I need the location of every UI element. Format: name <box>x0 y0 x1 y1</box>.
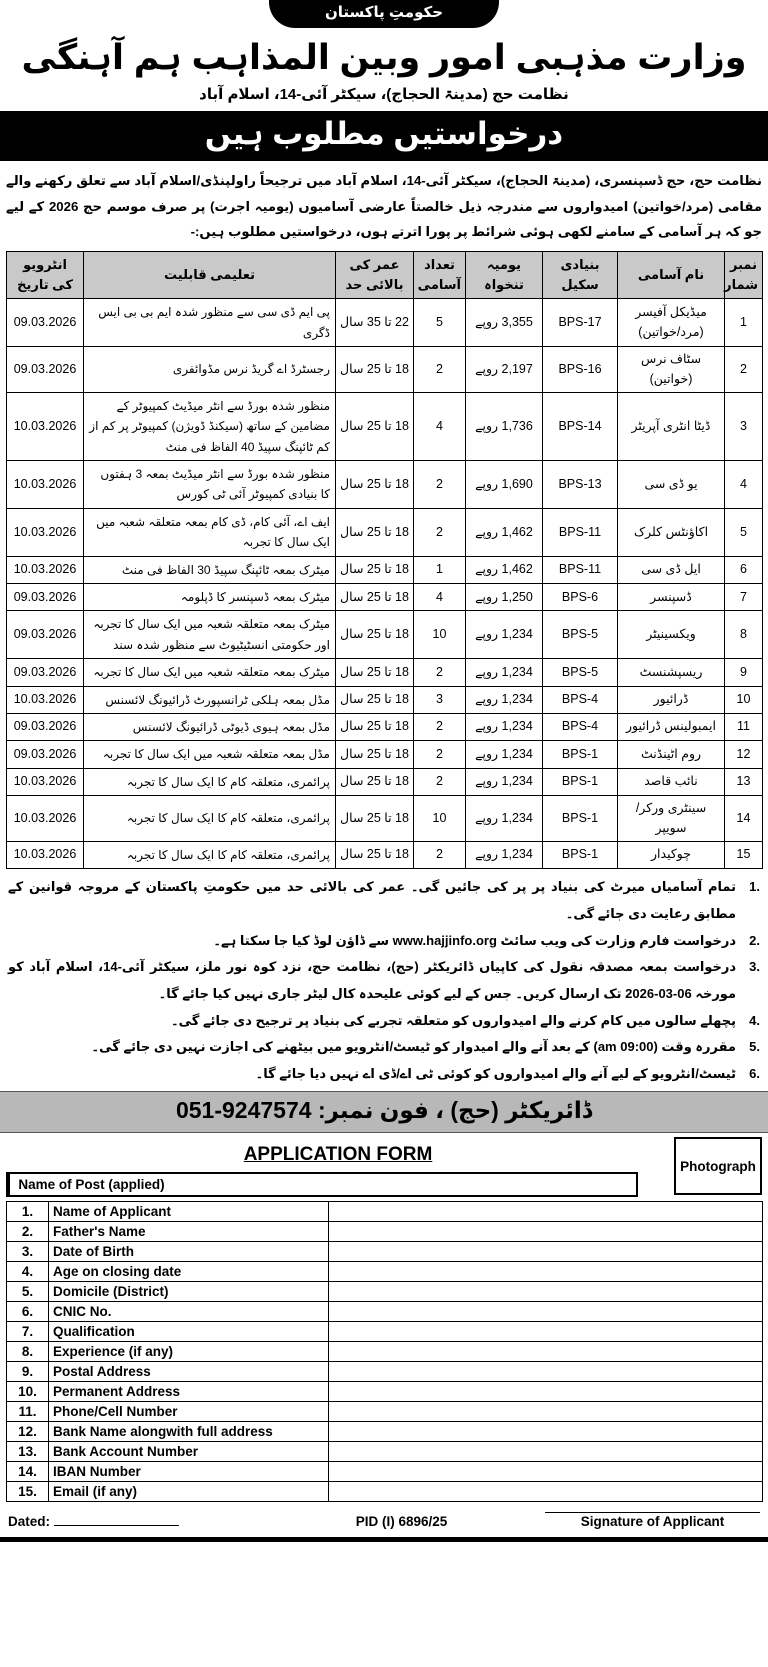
field-input[interactable] <box>329 1242 763 1262</box>
form-field-row <box>7 1242 763 1262</box>
field-number: 10. <box>7 1382 49 1402</box>
row-daily-pay: 1,234 روپے <box>466 841 543 868</box>
field-input[interactable] <box>329 1302 763 1322</box>
field-number: 15. <box>7 1482 49 1502</box>
row-serial: 13 <box>725 768 763 795</box>
row-daily-pay: 1,736 روپے <box>466 392 543 460</box>
header-count: تعداد آسامی <box>414 252 466 299</box>
field-number: 5. <box>7 1282 49 1302</box>
header-post: نام آسامی <box>618 252 725 299</box>
intro-paragraph <box>0 161 768 251</box>
field-label: Permanent Address <box>49 1382 329 1402</box>
row-age-limit: 22 تا 35 سال <box>336 299 414 347</box>
header-pay: یومیہ تنخواہ <box>466 252 543 299</box>
form-field-row <box>7 1322 763 1342</box>
field-number: 11. <box>7 1402 49 1422</box>
field-input[interactable] <box>329 1382 763 1402</box>
row-post-count: 2 <box>414 659 466 686</box>
note-text: ٹیسٹ/انٹرویو کے لیے آنے والے امیدواروں کو کوئی ٹی اے/ڈی اے نہیں دیا جائے گا۔ <box>255 1065 736 1081</box>
row-age-limit: 18 تا 25 سال <box>336 584 414 611</box>
note-number: .4 <box>749 1012 760 1028</box>
form-field-row <box>7 1342 763 1362</box>
row-qualification: ایف اے، آئی کام، ڈی کام بمعہ متعلقہ شعبہ میں ایک سال کا تجربہ <box>84 508 336 556</box>
form-field-row <box>7 1442 763 1462</box>
field-number: 14. <box>7 1462 49 1482</box>
field-label: Phone/Cell Number <box>49 1402 329 1422</box>
row-interview-date: 10.03.2026 <box>7 796 84 842</box>
row-age-limit: 18 تا 25 سال <box>336 508 414 556</box>
row-post-name: یو ڈی سی <box>618 461 725 509</box>
field-label: Qualification <box>49 1322 329 1342</box>
form-footer <box>0 1502 768 1533</box>
row-bps-scale: BPS-5 <box>543 611 618 659</box>
row-post-count: 1 <box>414 556 466 583</box>
note-item <box>8 874 760 927</box>
table-row <box>7 713 763 740</box>
form-field-row <box>7 1402 763 1422</box>
row-serial: 11 <box>725 713 763 740</box>
row-qualification: مڈل بمعہ ہیوی ڈیوٹی ڈرائیونگ لائسنس <box>84 713 336 740</box>
table-row <box>7 461 763 509</box>
signature-label: Signature of Applicant <box>545 1512 760 1529</box>
row-post-name: سینٹری ورکر/سویپر <box>618 796 725 842</box>
field-input[interactable] <box>329 1282 763 1302</box>
row-serial: 12 <box>725 741 763 768</box>
row-age-limit: 18 تا 25 سال <box>336 556 414 583</box>
row-interview-date: 10.03.2026 <box>7 461 84 509</box>
row-post-name: ڈیٹا انٹری آپریٹر <box>618 392 725 460</box>
form-field-row <box>7 1362 763 1382</box>
bottom-rule <box>0 1537 768 1542</box>
row-age-limit: 18 تا 25 سال <box>336 796 414 842</box>
note-item <box>8 954 760 1007</box>
row-post-name: نائب قاصد <box>618 768 725 795</box>
table-row <box>7 611 763 659</box>
director-phone: 051-9247574 <box>175 1097 312 1124</box>
row-bps-scale: BPS-5 <box>543 659 618 686</box>
row-daily-pay: 1,234 روپے <box>466 741 543 768</box>
table-row <box>7 508 763 556</box>
form-field-row <box>7 1222 763 1242</box>
row-bps-scale: BPS-11 <box>543 508 618 556</box>
row-serial: 6 <box>725 556 763 583</box>
row-qualification: میٹرک بمعہ ٹائپنگ سپیڈ 30 الفاظ فی منٹ <box>84 556 336 583</box>
row-post-count: 2 <box>414 768 466 795</box>
row-age-limit: 18 تا 25 سال <box>336 611 414 659</box>
row-age-limit: 18 تا 25 سال <box>336 741 414 768</box>
jobs-table <box>6 251 763 869</box>
row-daily-pay: 2,197 روپے <box>466 347 543 393</box>
row-daily-pay: 1,234 روپے <box>466 611 543 659</box>
row-daily-pay: 1,234 روپے <box>466 713 543 740</box>
field-input[interactable] <box>329 1402 763 1422</box>
row-post-name: ریسپشنسٹ <box>618 659 725 686</box>
row-bps-scale: BPS-4 <box>543 686 618 713</box>
row-age-limit: 18 تا 25 سال <box>336 461 414 509</box>
row-serial: 3 <box>725 392 763 460</box>
field-input[interactable] <box>329 1362 763 1382</box>
row-serial: 5 <box>725 508 763 556</box>
field-number: 1. <box>7 1202 49 1222</box>
note-text: درخواست فارم وزارت کی ویب سائٹ www.hajjinfo.org سے ڈاؤن لوڈ کیا جا سکتا ہے۔ <box>213 932 736 948</box>
field-input[interactable] <box>329 1202 763 1222</box>
note-number: .6 <box>749 1065 760 1081</box>
form-field-row <box>7 1482 763 1502</box>
form-field-row <box>7 1462 763 1482</box>
field-number: 3. <box>7 1242 49 1262</box>
row-serial: 2 <box>725 347 763 393</box>
table-row <box>7 768 763 795</box>
header-sr: نمبر شمار <box>725 252 763 299</box>
row-interview-date: 10.03.2026 <box>7 686 84 713</box>
row-serial: 4 <box>725 461 763 509</box>
row-post-name: ویکسینیٹر <box>618 611 725 659</box>
field-label: Bank Name alongwith full address <box>49 1422 329 1442</box>
row-bps-scale: BPS-13 <box>543 461 618 509</box>
row-post-count: 2 <box>414 713 466 740</box>
row-daily-pay: 3,355 روپے <box>466 299 543 347</box>
table-row <box>7 686 763 713</box>
note-text: درخواست بمعہ مصدقہ نقول کی کاپیاں ڈائریکٹر (حج)، نظامت حج، نزد کوہ نور ملز، سیکٹر آئی-14، اسلام آباد کو مورخہ 06-03-2026 تک ارسال کریں۔ جس کے لیے کوئی علیحدہ کال لیٹر جاری نہیں کیا جائے گا۔ <box>8 959 737 1001</box>
row-daily-pay: 1,234 روپے <box>466 686 543 713</box>
row-qualification: منظور شدہ بورڈ سے انٹر میڈیٹ بمعہ 3 ہفتوں کا بنیادی کمپیوٹر آئی ٹی کورس <box>84 461 336 509</box>
row-age-limit: 18 تا 25 سال <box>336 659 414 686</box>
field-number: 9. <box>7 1362 49 1382</box>
table-row <box>7 796 763 842</box>
field-label: CNIC No. <box>49 1302 329 1322</box>
table-row <box>7 841 763 868</box>
note-number: .1 <box>749 879 760 895</box>
form-field-row <box>7 1382 763 1402</box>
row-age-limit: 18 تا 25 سال <box>336 841 414 868</box>
row-age-limit: 18 تا 25 سال <box>336 347 414 393</box>
row-post-count: 2 <box>414 461 466 509</box>
row-qualification: میٹرک بمعہ ڈسپنسر کا ڈپلومہ <box>84 584 336 611</box>
table-row <box>7 556 763 583</box>
row-post-name: ڈرائیور <box>618 686 725 713</box>
table-row <box>7 741 763 768</box>
row-post-name: سٹاف نرس (خواتین) <box>618 347 725 393</box>
note-text: پچھلے سالوں میں کام کرنے والے امیدواروں کو متعلقہ تجربے کی بنیاد پر ترجیح دی جائے گی۔ <box>171 1012 736 1028</box>
row-qualification: مڈل بمعہ ہلکی ٹرانسپورٹ ڈرائیونگ لائسنس <box>84 686 336 713</box>
field-number: 2. <box>7 1222 49 1242</box>
field-number: 8. <box>7 1342 49 1362</box>
dated-label: Dated: <box>8 1514 51 1530</box>
headline-bar: درخواستیں مطلوب ہیں <box>0 111 768 161</box>
row-post-count: 2 <box>414 347 466 393</box>
field-number: 4. <box>7 1262 49 1282</box>
form-field-row <box>7 1262 763 1282</box>
field-label: Domicile (District) <box>49 1282 329 1302</box>
note-item <box>8 1008 760 1035</box>
field-label: Date of Birth <box>49 1242 329 1262</box>
header-qualification: تعلیمی قابلیت <box>84 252 336 299</box>
row-daily-pay: 1,690 روپے <box>466 461 543 509</box>
field-number: 12. <box>7 1422 49 1442</box>
row-bps-scale: BPS-11 <box>543 556 618 583</box>
director-bar <box>0 1091 768 1133</box>
director-title: ڈائریکٹر (حج) ، فون نمبر: <box>317 1097 593 1124</box>
row-bps-scale: BPS-1 <box>543 768 618 795</box>
row-post-name: میڈیکل آفیسر (مرد/خواتین) <box>618 299 725 347</box>
row-qualification: پرائمری، متعلقہ کام کا ایک سال کا تجربہ <box>84 796 336 842</box>
row-post-name: روم اٹینڈنٹ <box>618 741 725 768</box>
row-bps-scale: BPS-16 <box>543 347 618 393</box>
row-serial: 15 <box>725 841 763 868</box>
field-label: IBAN Number <box>49 1462 329 1482</box>
field-input[interactable] <box>329 1222 763 1242</box>
row-post-count: 4 <box>414 392 466 460</box>
ministry-title: وزارت مذہبی امور وبین المذاہب ہم آہنگی <box>21 38 747 77</box>
field-input[interactable] <box>329 1422 763 1442</box>
row-post-count: 3 <box>414 686 466 713</box>
field-label: Bank Account Number <box>49 1442 329 1462</box>
row-post-name: ڈسپنسر <box>618 584 725 611</box>
table-row <box>7 392 763 460</box>
row-post-name: چوکیدار <box>618 841 725 868</box>
row-daily-pay: 1,234 روپے <box>466 659 543 686</box>
row-bps-scale: BPS-4 <box>543 713 618 740</box>
row-post-count: 2 <box>414 841 466 868</box>
row-daily-pay: 1,462 روپے <box>466 508 543 556</box>
header-date: انٹرویو کی تاریخ <box>7 252 84 299</box>
table-row <box>7 659 763 686</box>
field-label: Age on closing date <box>49 1262 329 1282</box>
row-bps-scale: BPS-1 <box>543 841 618 868</box>
row-qualification: پرائمری، متعلقہ کام کا ایک سال کا تجربہ <box>84 841 336 868</box>
header-age: عمر کی بالائی حد <box>336 252 414 299</box>
note-number: .2 <box>749 932 760 948</box>
row-post-count: 5 <box>414 299 466 347</box>
row-qualification: پرائمری، متعلقہ کام کا ایک سال کا تجربہ <box>84 768 336 795</box>
field-label: Father's Name <box>49 1222 329 1242</box>
row-interview-date: 09.03.2026 <box>7 611 84 659</box>
note-number: .5 <box>749 1039 760 1055</box>
note-text: تمام آسامیاں میرٹ کی بنیاد پر پر کی جائیں گی۔ عمر کی بالائی حد میں حکومتِ پاکستان کے مروجہ قوانین کے مطابق رعایت دی جائے گی۔ <box>8 879 736 921</box>
application-form-title: APPLICATION FORM <box>243 1144 433 1166</box>
form-field-row <box>7 1422 763 1442</box>
row-bps-scale: BPS-1 <box>543 796 618 842</box>
field-number: 13. <box>7 1442 49 1462</box>
row-interview-date: 09.03.2026 <box>7 584 84 611</box>
row-post-name: ایمبولینس ڈرائیور <box>618 713 725 740</box>
row-bps-scale: BPS-6 <box>543 584 618 611</box>
application-fields-table <box>6 1201 763 1502</box>
field-input[interactable] <box>329 1342 763 1362</box>
header-bps: بنیادی سکیل <box>543 252 618 299</box>
row-serial: 9 <box>725 659 763 686</box>
row-interview-date: 10.03.2026 <box>7 392 84 460</box>
form-field-row <box>7 1282 763 1302</box>
row-interview-date: 09.03.2026 <box>7 347 84 393</box>
name-of-post-input[interactable] <box>173 1174 636 1195</box>
govt-banner-container <box>0 0 768 28</box>
name-of-post-row <box>6 1172 638 1197</box>
table-row <box>7 299 763 347</box>
row-bps-scale: BPS-14 <box>543 392 618 460</box>
note-number: .3 <box>749 959 760 975</box>
field-label: Postal Address <box>49 1362 329 1382</box>
name-of-post-label: Name of Post (applied) <box>8 1174 173 1195</box>
application-form-section <box>0 1133 768 1502</box>
field-input[interactable] <box>329 1262 763 1282</box>
photograph-box: Photograph <box>674 1137 762 1195</box>
row-post-count: 10 <box>414 611 466 659</box>
row-post-name: اکاؤنٹس کلرک <box>618 508 725 556</box>
field-input[interactable] <box>329 1442 763 1462</box>
row-daily-pay: 1,234 روپے <box>466 768 543 795</box>
field-number: 6. <box>7 1302 49 1322</box>
row-interview-date: 10.03.2026 <box>7 508 84 556</box>
row-serial: 1 <box>725 299 763 347</box>
row-serial: 14 <box>725 796 763 842</box>
row-qualification: منظور شدہ بورڈ سے انٹر میڈیٹ کمپیوٹر کے مضامین کے ساتھ (سیکنڈ ڈویژن) کمپیوٹر پر کم از کم ٹائپنگ سپیڈ 40 الفاظ فی منٹ <box>84 392 336 460</box>
row-interview-date: 10.03.2026 <box>7 841 84 868</box>
row-serial: 10 <box>725 686 763 713</box>
field-number: 7. <box>7 1322 49 1342</box>
note-item <box>8 1034 760 1061</box>
note-item <box>8 928 760 955</box>
form-field-row <box>7 1202 763 1222</box>
row-post-count: 4 <box>414 584 466 611</box>
row-interview-date: 10.03.2026 <box>7 556 84 583</box>
row-post-count: 10 <box>414 796 466 842</box>
row-qualification: رجسٹرڈ اے گریڈ نرس مڈوائفری <box>84 347 336 393</box>
row-age-limit: 18 تا 25 سال <box>336 768 414 795</box>
row-qualification: میٹرک بمعہ متعلقہ شعبہ میں ایک سال کا تجربہ اور حکومتی انسٹیٹیوٹ سے منظور شدہ سند <box>84 611 336 659</box>
table-row <box>7 347 763 393</box>
row-interview-date: 09.03.2026 <box>7 299 84 347</box>
row-qualification: مڈل بمعہ متعلقہ شعبہ میں ایک سال کا تجربہ <box>84 741 336 768</box>
intro-text: نظامت حج، حج ڈسپنسری، (مدینۃ الحجاج)، سیکٹر آئی-14، اسلام آباد میں ترجیحاً راولپنڈی/اسلام آباد سے تعلق رکھنے والے مقامی (مرد/خواتین) امیدواروں سے مندرجہ ذیل خالصتاً عارضی آسامیوں (یومیہ اجرت) پر صرف موسم حج 2026 کے لیے جو کہ ہر آسامی کے سامنے لکھی ہوئی شرائط پر پورا اترتے ہوں، درخواستیں مطلوب ہیں:- <box>6 172 763 240</box>
pid-number: PID (I) 6896/25 <box>355 1514 448 1530</box>
row-age-limit: 18 تا 25 سال <box>336 713 414 740</box>
ministry-subtitle: نظامت حج (مدینۃ الحجاج)، سیکٹر آئی-14، اسلام آباد <box>199 85 569 103</box>
row-bps-scale: BPS-17 <box>543 299 618 347</box>
row-serial: 7 <box>725 584 763 611</box>
field-label: Experience (if any) <box>49 1342 329 1362</box>
row-post-name: ایل ڈی سی <box>618 556 725 583</box>
row-qualification: میٹرک بمعہ متعلقہ شعبہ میں ایک سال کا تجربہ <box>84 659 336 686</box>
govt-banner: حکومتِ پاکستان <box>269 0 499 28</box>
field-input[interactable] <box>329 1482 763 1502</box>
field-label: Name of Applicant <box>49 1202 329 1222</box>
row-qualification: پی ایم ڈی سی سے منظور شدہ ایم بی بی ایس ڈگری <box>84 299 336 347</box>
field-input[interactable] <box>329 1462 763 1482</box>
row-daily-pay: 1,234 روپے <box>466 796 543 842</box>
field-label: Email (if any) <box>49 1482 329 1502</box>
table-row <box>7 584 763 611</box>
row-post-count: 2 <box>414 741 466 768</box>
dated-input-line[interactable] <box>54 1525 179 1526</box>
row-bps-scale: BPS-1 <box>543 741 618 768</box>
row-age-limit: 18 تا 25 سال <box>336 392 414 460</box>
note-item <box>8 1061 760 1088</box>
row-interview-date: 10.03.2026 <box>7 768 84 795</box>
row-interview-date: 09.03.2026 <box>7 713 84 740</box>
row-interview-date: 09.03.2026 <box>7 741 84 768</box>
dated-field <box>8 1514 258 1529</box>
row-age-limit: 18 تا 25 سال <box>336 686 414 713</box>
note-text: مقررہ وقت (09:00 am) کے بعد آنے والے امیدوار کو ٹیسٹ/انٹرویو میں بیٹھنے کی اجازت نہیں دی جائے گی۔ <box>91 1039 736 1055</box>
table-header-row <box>7 252 763 299</box>
row-interview-date: 09.03.2026 <box>7 659 84 686</box>
row-post-count: 2 <box>414 508 466 556</box>
row-daily-pay: 1,462 روپے <box>466 556 543 583</box>
row-serial: 8 <box>725 611 763 659</box>
field-input[interactable] <box>329 1322 763 1342</box>
notes-section <box>0 869 768 1091</box>
row-daily-pay: 1,250 روپے <box>466 584 543 611</box>
form-field-row <box>7 1302 763 1322</box>
